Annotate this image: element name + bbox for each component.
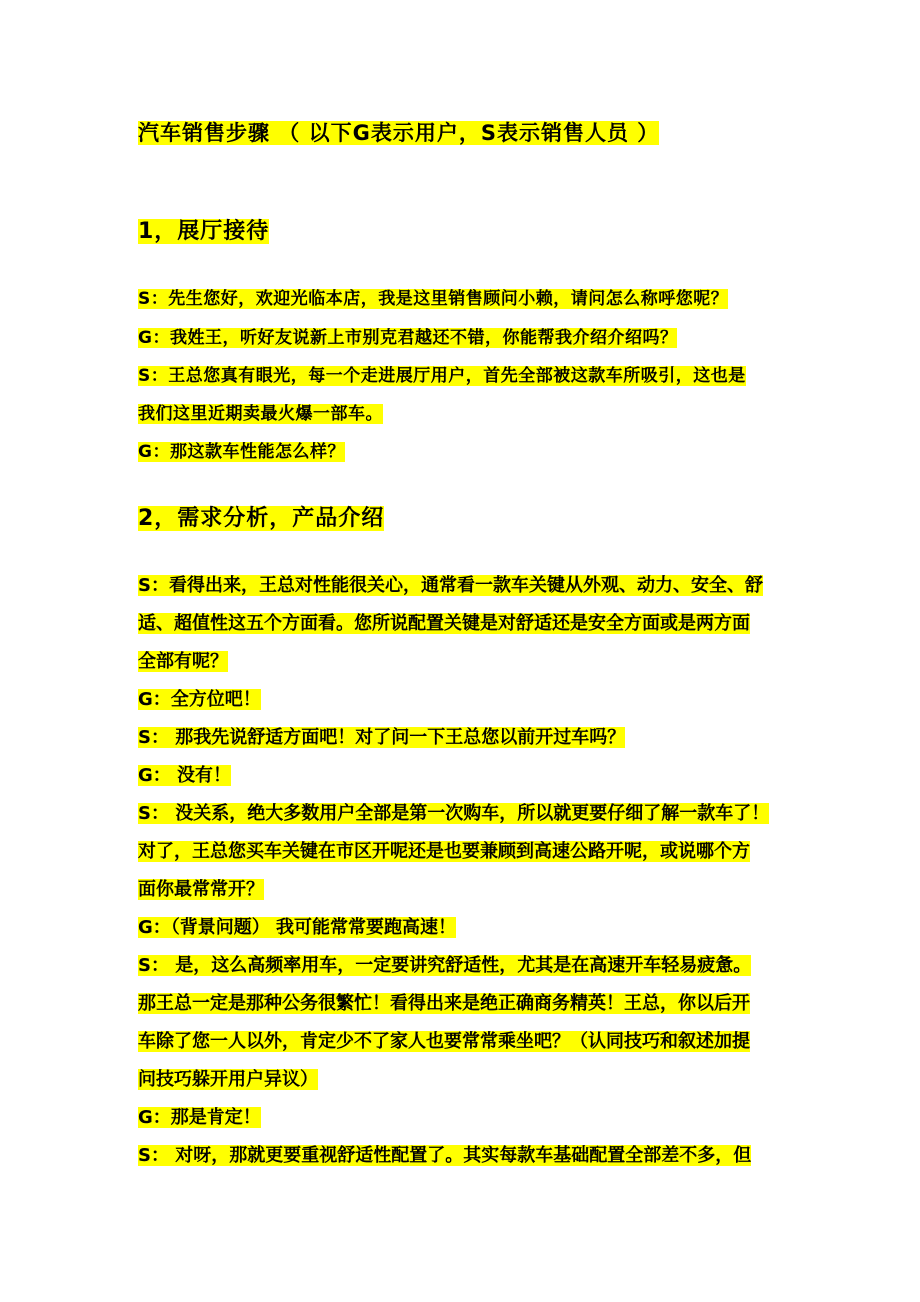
dialogue-line-text: 适、超值性这五个方面看。您所说配置关键是对舒适还是安全方面或是两方面 xyxy=(138,613,750,634)
dialogue-line xyxy=(138,1069,318,1092)
dialogue-line-text: S： 没关系，绝大多数用户全部是第一次购车，所以就更要仔细了解一款车了！ xyxy=(138,803,770,824)
dialogue-line-text: G：那是肯定！ xyxy=(138,1107,261,1128)
dialogue-line xyxy=(138,993,750,1016)
dialogue-line xyxy=(138,727,625,750)
dialogue-line-text: S： 对呀，那就更要重视舒适性配置了。其实每款车基础配置全部差不多，但 xyxy=(138,1145,752,1166)
dialogue-line xyxy=(138,765,231,788)
dialogue-line xyxy=(138,917,456,940)
section-heading-1 xyxy=(138,218,269,246)
dialogue-line-text: G：全方位吧！ xyxy=(138,689,261,710)
section-heading-2 xyxy=(138,505,384,533)
dialogue-line xyxy=(138,841,750,864)
section-heading-1-text: 1，展厅接待 xyxy=(138,219,270,244)
dialogue-line xyxy=(138,613,750,636)
dialogue-line xyxy=(138,1031,750,1054)
document-title xyxy=(138,120,659,146)
dialogue-line-text: 那王总一定是那种公务很繁忙！看得出来是绝正确商务精英！王总，你以后开 xyxy=(138,993,750,1014)
dialogue-line-text: S：看得出来，王总对性能很关心，通常看一款车关键从外观、动力、安全、舒 xyxy=(138,575,763,596)
dialogue-line-text: G：我姓王，听好友说新上市别克君越还不错，你能帮我介绍介绍吗？ xyxy=(138,328,678,348)
document-title-text: 汽车销售步骤 （ 以下G表示用户，S表示销售人员 ） xyxy=(138,121,660,145)
dialogue-line xyxy=(138,575,763,598)
dialogue-line-text: 对了，王总您买车关键在市区开呢还是也要兼顾到高速公路开呢，或说哪个方 xyxy=(138,841,750,862)
dialogue-line-text: G：（背景问题） 我可能常常要跑高速！ xyxy=(138,917,457,938)
dialogue-line-text: 全部有呢？ xyxy=(138,651,228,672)
dialogue-line-text: 问技巧躲开用户异议） xyxy=(138,1069,318,1090)
dialogue-line xyxy=(138,289,728,310)
dialogue-line-text: G：那这款车性能怎么样？ xyxy=(138,442,345,462)
dialogue-line xyxy=(138,1107,261,1130)
dialogue-line-text: 车除了您一人以外，肯定少不了家人也要常常乘坐吧？（认同技巧和叙述加提 xyxy=(138,1031,750,1052)
dialogue-line xyxy=(138,442,345,463)
dialogue-line xyxy=(138,689,261,712)
dialogue-line-text: 我们这里近期卖最火爆一部车。 xyxy=(138,404,383,424)
dialogue-line-text: S： 是，这么高频率用车，一定要讲究舒适性，尤其是在高速开车轻易疲惫。 xyxy=(138,955,752,976)
dialogue-line xyxy=(138,1145,751,1168)
dialogue-line-text: S： 那我先说舒适方面吧！对了问一下王总您以前开过车吗？ xyxy=(138,727,626,748)
dialogue-line-text: 面你最常常开？ xyxy=(138,879,264,900)
dialogue-line xyxy=(138,366,746,387)
dialogue-line xyxy=(138,651,228,674)
dialogue-line-text: S：先生您好，欢迎光临本店，我是这里销售顾问小赖，请问怎么称呼您呢？ xyxy=(138,289,729,309)
dialogue-line-text: S：王总您真有眼光，每一个走进展厅用户，首先全部被这款车所吸引，这也是 xyxy=(138,366,746,386)
dialogue-line xyxy=(138,328,677,349)
section-heading-2-text: 2，需求分析，产品介绍 xyxy=(138,506,385,531)
dialogue-line xyxy=(138,404,383,425)
dialogue-line xyxy=(138,879,264,902)
dialogue-line xyxy=(138,955,751,978)
dialogue-line xyxy=(138,803,769,826)
dialogue-line-text: G： 没有！ xyxy=(138,765,232,786)
